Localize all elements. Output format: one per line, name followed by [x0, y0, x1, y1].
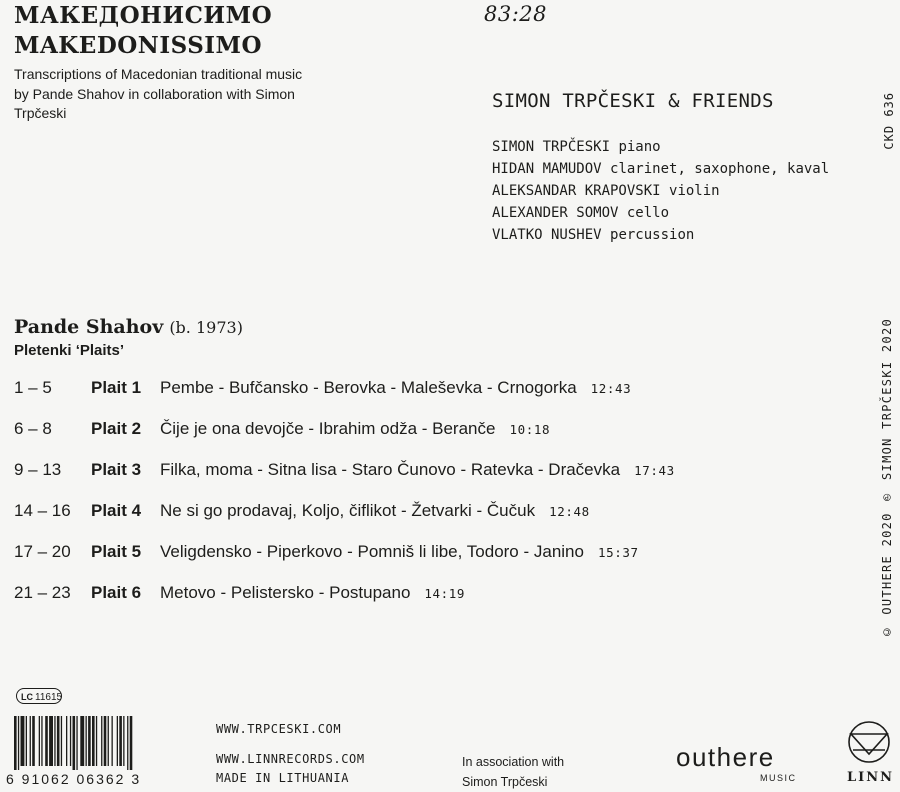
- album-subtitle: Transcriptions of Macedonian traditional music by Pande Shahov in collaboration with Simon Trpčeski: [14, 66, 303, 121]
- barcode-bar: [112, 716, 113, 766]
- composer-heading: [14, 316, 243, 338]
- musician-instrument: cello: [626, 205, 670, 221]
- barcode-bar: [80, 716, 84, 766]
- musician-row: [492, 158, 829, 180]
- track-range: 1 – 5: [14, 378, 52, 397]
- label-website[interactable]: WWW.LINNRECORDS.COM: [216, 752, 365, 766]
- barcode-bar: [130, 716, 133, 770]
- total-duration: 83:28: [484, 2, 548, 26]
- track-body: [160, 542, 639, 562]
- barcode-bar: [18, 716, 19, 770]
- barcode-bar: [26, 716, 27, 766]
- track-titles: Ne si go prodavaj, Koljo, čiflikot - Žetvarki - Čučuk: [160, 501, 536, 520]
- track-range: 17 – 20: [14, 542, 71, 561]
- barcode-bar: [108, 716, 109, 766]
- barcode-bar: [104, 716, 107, 766]
- track-plait: Plait 5: [91, 542, 142, 561]
- work-title: Pletenki ‘Plaits’: [14, 342, 125, 359]
- track-time: 12:43: [590, 381, 632, 396]
- barcode-bar: [49, 716, 53, 766]
- composer-dates: (b. 1973): [169, 318, 243, 337]
- barcode-bar: [88, 716, 91, 766]
- barcode-bar: [101, 716, 102, 766]
- musician-row: [492, 224, 829, 246]
- track-body: [160, 378, 631, 398]
- barcode-bar: [76, 716, 77, 770]
- track-titles: Metovo - Pelistersko - Postupano: [160, 583, 411, 602]
- barcode-bar: [57, 716, 60, 766]
- track-range: 14 – 16: [14, 501, 71, 520]
- association-line-1: In association with: [462, 755, 565, 769]
- outhere-music-label: MUSIC: [760, 773, 797, 783]
- track-body: [160, 583, 465, 603]
- barcode-bar: [86, 716, 87, 766]
- artist-website[interactable]: WWW.TRPCESKI.COM: [216, 722, 342, 736]
- ensemble-name: SIMON TRPČESKI & FRIENDS: [492, 90, 774, 112]
- barcode-bar: [41, 716, 42, 766]
- musician-name: VLATKO NUSHEV: [492, 227, 602, 243]
- barcode-bar: [119, 716, 122, 766]
- barcode-bar: [127, 716, 128, 770]
- association-credit: [462, 752, 564, 792]
- track-range: 21 – 23: [14, 583, 71, 602]
- musician-name: SIMON TRPČESKI: [492, 139, 611, 155]
- track-plait: Plait 1: [91, 378, 142, 397]
- track-range: 9 – 13: [14, 460, 62, 479]
- barcode-bar: [123, 716, 124, 766]
- barcode-bar: [96, 716, 97, 766]
- musician-instrument: violin: [669, 183, 720, 199]
- track-plait: Plait 2: [91, 419, 142, 438]
- track-plait: Plait 3: [91, 460, 142, 479]
- barcode-bar: [30, 716, 31, 766]
- musician-row: [492, 202, 829, 224]
- barcode-icon: [14, 716, 182, 770]
- musician-list: [492, 136, 829, 246]
- track-time: 12:48: [549, 504, 590, 519]
- composer-name: Pande Shahov: [14, 316, 164, 338]
- track-titles: Veligdensko - Piperkovo - Pomniš li libe, Todoro - Janino: [160, 542, 584, 561]
- made-in: MADE IN LITHUANIA: [216, 771, 350, 785]
- track-body: [160, 460, 675, 480]
- track-range: 6 – 8: [14, 419, 52, 438]
- barcode-bar: [92, 716, 95, 766]
- catalogue-number: CKD 636: [882, 92, 896, 150]
- track-time: 10:18: [509, 422, 551, 437]
- track-time: 17:43: [634, 463, 675, 478]
- barcode-bar: [61, 716, 62, 766]
- barcode-bar: [14, 716, 17, 770]
- linn-logo-text: LINN: [847, 770, 894, 785]
- barcode-bar: [73, 716, 76, 770]
- track-plait: Plait 4: [91, 501, 142, 520]
- label-code-mark: LC: [21, 692, 33, 702]
- copyright-notice: © OUTHERE 2020 ℗ SIMON TRPČESKI 2020: [880, 318, 894, 639]
- track-plait: Plait 6: [91, 583, 142, 602]
- musician-name: HIDAN MAMUDOV: [492, 161, 602, 177]
- outhere-logo: outhere: [676, 742, 775, 772]
- label-code: 11615: [35, 692, 63, 703]
- musician-instrument: piano: [618, 139, 661, 155]
- track-time: 15:37: [597, 545, 639, 560]
- track-titles: Čije je ona devojče - Ibrahim odža - Berančе: [160, 419, 496, 438]
- track-titles: Pembe - Bufčansko - Berovka - Maleševka - Crnogorka: [160, 378, 577, 397]
- track-time: 14:19: [424, 586, 466, 601]
- label-code-badge: [16, 688, 62, 704]
- barcode-bar: [54, 716, 55, 766]
- barcode-bar: [45, 716, 48, 766]
- linn-logo-icon: [847, 720, 891, 764]
- barcode-bar: [21, 716, 25, 766]
- album-title-latin: MAKEDONISSIMO: [14, 32, 263, 59]
- barcode-digits: 6 91062 06362 3: [6, 771, 142, 787]
- track-body: [160, 501, 590, 521]
- association-line-2: Simon Trpčeski: [462, 775, 548, 789]
- musician-row: [492, 180, 829, 202]
- barcode-bar: [32, 716, 35, 766]
- track-body: [160, 419, 550, 439]
- musician-row: [492, 136, 829, 158]
- musician-instrument: clarinet, saxophone, kaval: [610, 161, 830, 177]
- barcode-bar: [66, 716, 67, 766]
- musician-name: ALEKSANDAR KRAPOVSKI: [492, 183, 661, 199]
- musician-instrument: percussion: [610, 227, 695, 243]
- barcode-bar: [117, 716, 118, 766]
- barcode-bar: [39, 716, 40, 766]
- musician-name: ALEXANDER SOMOV: [492, 205, 619, 221]
- track-titles: Filka, moma - Sitna lisa - Staro Čunovo - Ratevka - Dračevka: [160, 460, 621, 479]
- album-title-cyrillic: МАКЕДОНИСИМО: [14, 2, 273, 29]
- barcode-bar: [70, 716, 71, 766]
